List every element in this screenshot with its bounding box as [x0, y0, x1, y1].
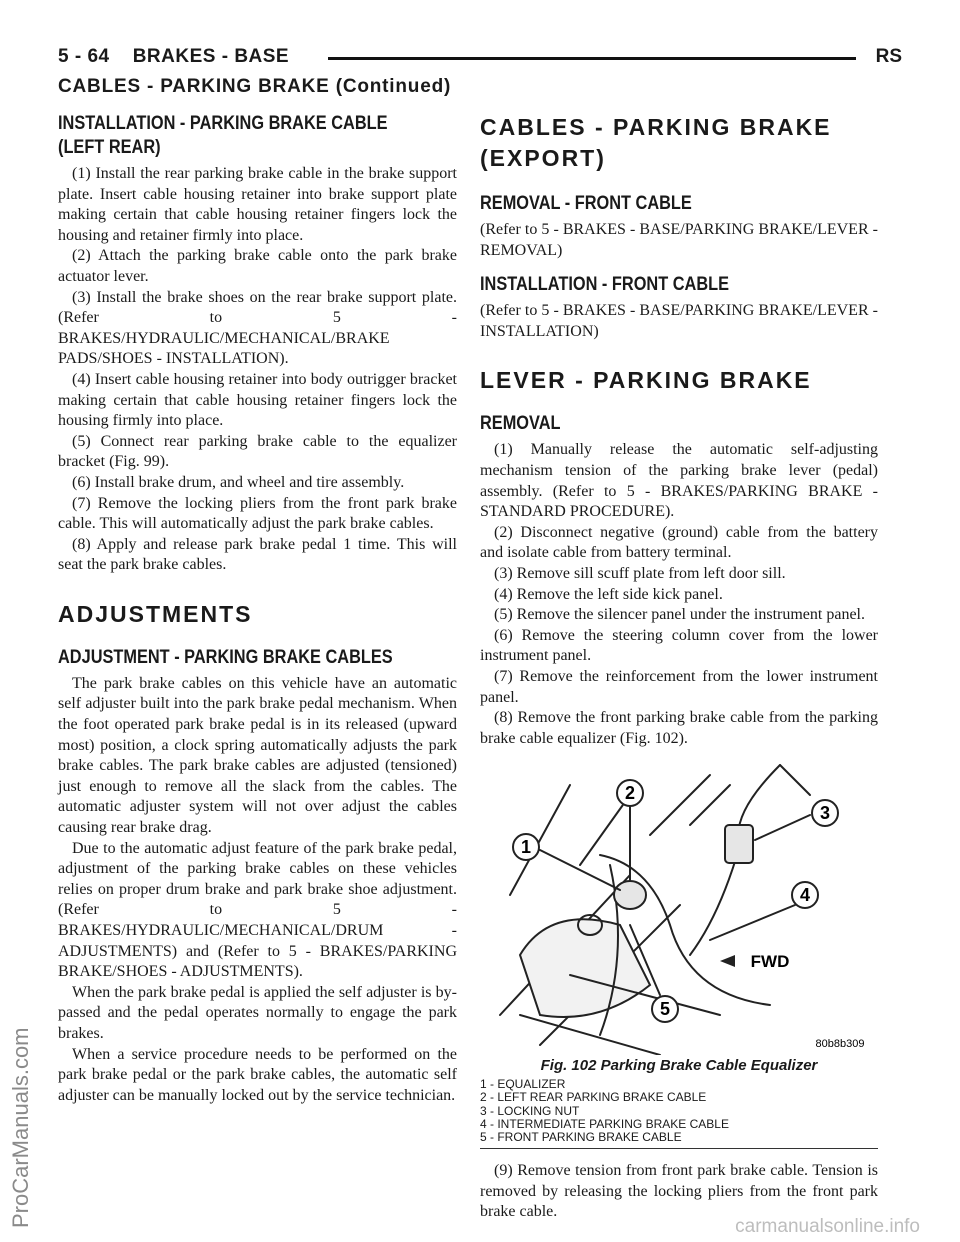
install-step: (2) Attach the parking brake cable onto the park brake actuator lever.: [58, 247, 457, 285]
install-step: (3) Install the brake shoes on the rear brake support plate. (Refer to 5 - BRAKES/HYDRAULIC/MECHANICAL/BRAKE PADS/SHOES - INSTALLATION).: [58, 288, 457, 368]
removal-step: (8) Remove the front parking brake cable from the parking brake cable equalizer (Fig. 102).: [480, 709, 878, 747]
adjustment-paragraph: When the park brake pedal is applied the self adjuster is by-passed and the pedal operates normally to engage the park brakes.: [58, 983, 457, 1042]
equalizer-shape: [614, 881, 646, 909]
removal-step: (7) Remove the reinforcement from the lower instrument panel.: [480, 667, 878, 706]
header-rule: [328, 57, 856, 60]
legend-item: 5 - FRONT PARKING BRAKE CABLE: [480, 1130, 682, 1145]
adjustment-paragraph: The park brake cables on this vehicle have an automatic self adjuster built into the park brake pedal mechanism. When the foot operated park brake pedal is in its released (upward most) position, a clock spring automatically adjusts the park brake cables. The park brake cables are adjusted (tensioned) just enough to remove all the slack from the cables. The automatic adjuster system will not over adjust the cables causing rear brake drag.: [58, 674, 457, 837]
callout-3: 3: [819, 803, 831, 824]
fwd-arrow-icon: [720, 955, 735, 967]
footer-watermark: carmanualsonline.info: [735, 1216, 920, 1237]
removal-step: (3) Remove sill scuff plate from left door sill.: [494, 564, 786, 582]
removal-step: (6) Remove the steering column cover from the lower instrument panel.: [480, 626, 878, 665]
install-step: (4) Insert cable housing retainer into body outrigger bracket making certain that cable housing retainer fingers lock the housing firmly into place.: [58, 370, 457, 430]
figure-legend: [480, 1078, 878, 1149]
fwd-label: FWD: [750, 952, 790, 972]
install-step: (5) Connect rear parking brake cable to the equalizer bracket (Fig. 99).: [58, 432, 457, 471]
install-front-text: (Refer to 5 - BRAKES - BASE/PARKING BRAKE/LEVER - INSTALLATION): [480, 302, 878, 340]
install-front-heading: INSTALLATION - FRONT CABLE: [480, 274, 730, 296]
figure-code: 80b8b309: [815, 1038, 865, 1051]
equalizer-illustration: [480, 755, 878, 1055]
install-step: (1) Install the rear parking brake cable in the brake support plate. Insert cable housing retainer into brake support plate making certain that cable housing retainer fingers lock the housing and retainer firmly into place.: [58, 165, 457, 244]
left-column: [58, 112, 457, 1106]
install-heading: [58, 112, 456, 160]
figure-caption: Fig. 102 Parking Brake Cable Equalizer: [540, 1057, 818, 1075]
export-heading: [480, 112, 878, 174]
adjustments-heading: ADJUSTMENTS: [58, 600, 253, 627]
lever-heading: LEVER - PARKING BRAKE: [480, 367, 812, 394]
header-section-title: 5 - 64 BRAKES - BASE: [58, 46, 290, 67]
callout-line-4: [710, 905, 795, 940]
adjustment-paragraph: Due to the automatic adjust feature of the park brake pedal, adjustment of the parking brake cables on these vehicles relies on proper drum brake and park brake shoe adjustment. (Refer to 5 - BRAKES/HYDRAULIC/MECHANICAL/DRUM - ADJUSTMENTS) and (Refer to 5 - BRAKES/PARKING BRAKE/SHOES - ADJUSTMENTS).: [58, 839, 457, 981]
bracket-lines: [650, 775, 730, 835]
install-step: (7) Remove the locking pliers from the front park brake cable. This will automatically adjust the park brake cables.: [58, 494, 457, 533]
callout-1: 1: [520, 837, 532, 858]
adjustment-paragraph: When a service procedure needs to be performed on the park brake pedal or the park brake cables, the automatic self adjuster can be manually locked out by the service technician.: [58, 1045, 457, 1104]
adjustment-subheading: ADJUSTMENT - PARKING BRAKE CABLES: [58, 646, 393, 668]
cable-end: [780, 765, 810, 795]
legend-item: 1 - EQUALIZER: [480, 1077, 566, 1092]
callout-5: 5: [659, 999, 671, 1020]
legend-item: 2 - LEFT REAR PARKING BRAKE CABLE: [480, 1090, 707, 1105]
export-heading-line1: CABLES - PARKING BRAKE: [480, 114, 832, 140]
install-step: (6) Install brake drum, and wheel and tire assembly.: [72, 473, 405, 491]
callout-2: 2: [624, 783, 636, 804]
right-column: [480, 112, 878, 1223]
removal-front-heading: REMOVAL - FRONT CABLE: [480, 193, 692, 214]
install-heading-line1: INSTALLATION - PARKING BRAKE CABLE: [58, 113, 388, 134]
removal-step: (4) Remove the left side kick panel.: [494, 585, 723, 603]
removal-step: (2) Disconnect negative (ground) cable from the battery and isolate cable from battery terminal.: [480, 523, 878, 562]
side-watermark: ProCarManuals.com: [8, 1027, 33, 1228]
install-heading-line2: (LEFT REAR): [58, 137, 161, 158]
install-step: (8) Apply and release park brake pedal 1 time. This will seat the park brake cables.: [58, 535, 457, 574]
removal-step: (5) Remove the silencer panel under the instrument panel.: [494, 606, 865, 624]
removal-heading: REMOVAL: [480, 413, 561, 435]
header-model-code: RS: [875, 46, 902, 67]
removal-front-text: (Refer to 5 - BRAKES - BASE/PARKING BRAKE/LEVER - REMOVAL): [480, 221, 878, 259]
export-heading-line2: (EXPORT): [480, 145, 606, 171]
locking-nut-shape: [725, 825, 753, 863]
legend-item: 4 - INTERMEDIATE PARKING BRAKE CABLE: [480, 1116, 729, 1131]
page-header: [58, 46, 902, 72]
callout-line-3: [755, 815, 810, 840]
equalizer-figure: [480, 755, 878, 1055]
continued-title: CABLES - PARKING BRAKE (Continued): [58, 76, 452, 97]
removal-step-9: (9) Remove tension from front park brake cable. Tension is removed by releasing the locking pliers from the front park brake cable.: [480, 1162, 878, 1221]
legend-item: 3 - LOCKING NUT: [480, 1103, 580, 1118]
removal-step: (1) Manually release the automatic self-adjusting mechanism tension of the parking brake lever (pedal) assembly. (Refer to 5 - BRAKES/PARKING BRAKE - STANDARD PROCEDURE).: [480, 441, 878, 521]
callout-4: 4: [799, 885, 811, 906]
